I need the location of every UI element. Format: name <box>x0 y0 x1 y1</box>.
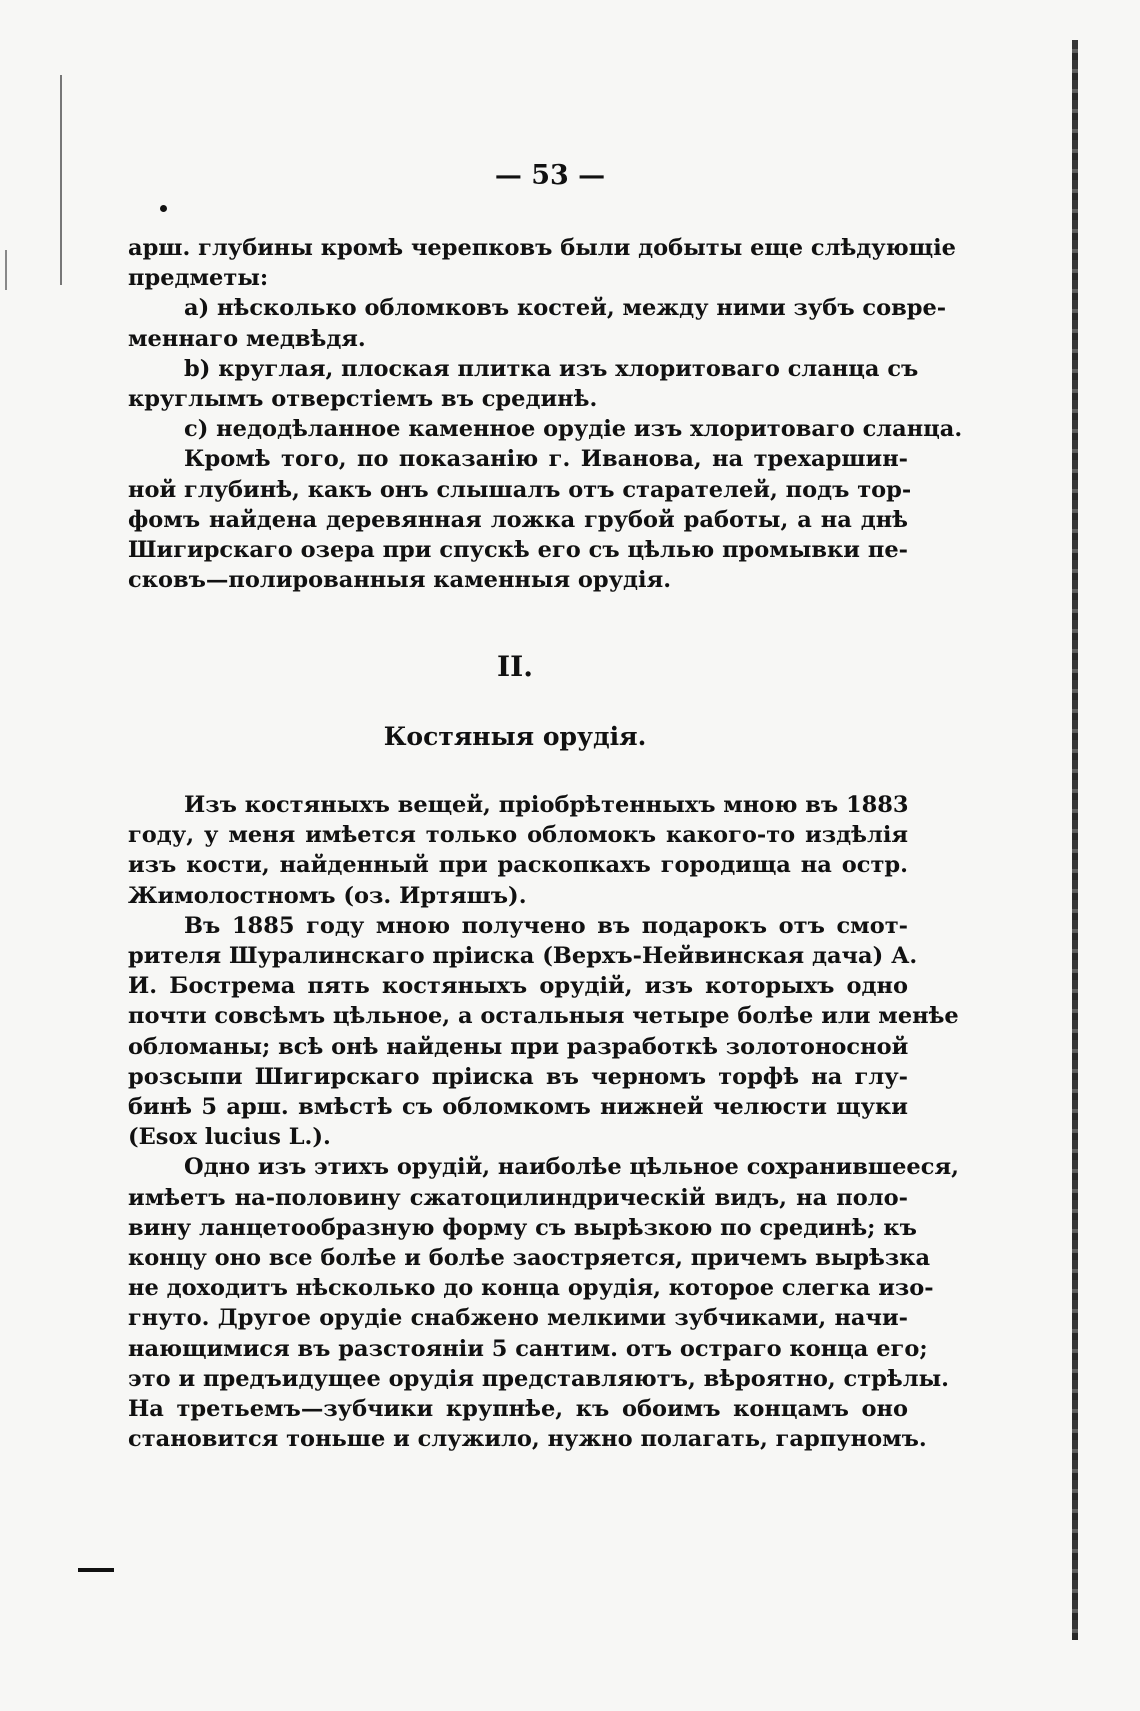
text-line: розсыпи Шигирскаго пріиска въ черномъ торфѣ на глу- <box>128 1063 908 1090</box>
margin-line <box>60 75 62 285</box>
text-line: а) нѣсколько обломковъ костей, между ними зубъ совре- <box>184 295 947 322</box>
text-line: вину ланцетообразную форму съ вырѣзкою по срединѣ; къ <box>128 1214 917 1241</box>
text-line: почти совсѣмъ цѣльное, а остальныя четыре болѣе или менѣе <box>128 1003 959 1030</box>
text-line: И. Бострема пять костяныхъ орудій, изъ которыхъ одно <box>128 973 908 1000</box>
text-line: это и предъидущее орудія представляютъ, вѣроятно, стрѣлы. <box>128 1365 949 1392</box>
text-line: году, у меня имѣется только обломокъ какого-то издѣлія <box>128 822 908 849</box>
text-line: обломаны; всѣ онѣ найдены при разработкѣ золотоносной <box>128 1033 909 1060</box>
section-title: Костяныя орудія. <box>383 722 647 751</box>
text-line: Шигирскаго озера при спускѣ его съ цѣлью промывки пе- <box>128 537 908 564</box>
text-line: арш. глубины кромѣ черепковъ были добыты еще слѣдующіе <box>128 235 956 261</box>
text-line: нающимися въ разстояніи 5 сантим. отъ остраго конца его; <box>128 1335 928 1362</box>
binding-edge <box>1072 40 1078 1640</box>
text-line: Кромѣ того, по показанію г. Иванова, на трехаршин- <box>184 446 908 473</box>
text-line: Одно изъ этихъ орудій, наиболѣе цѣльное сохранившееся, <box>184 1154 959 1181</box>
text-line: Жимолостномъ (оз. Иртяшъ). <box>128 882 527 909</box>
page-number: — 53 — <box>494 160 606 191</box>
text-line: с) недодѣланное каменное орудіе изъ хлоритоваго сланца. <box>184 416 963 443</box>
text-block-top <box>128 233 963 595</box>
text-line: рителя Шуралинскаго пріиска (Верхъ-Нейвинская дача) А. <box>128 943 918 970</box>
text-line: Изъ костяныхъ вещей, пріобрѣтенныхъ мною въ 1883 <box>184 792 909 818</box>
text-line: Въ 1885 году мною получено въ подарокъ отъ смот- <box>184 912 908 939</box>
text-line: бинѣ 5 арш. вмѣстѣ съ обломкомъ нижней челюсти щуки <box>128 1094 908 1121</box>
text-line: круглымъ отверстіемъ въ срединѣ. <box>128 386 598 413</box>
text-line: меннаго медвѣдя. <box>128 325 366 352</box>
text-line: изъ кости, найденный при раскопкахъ городища на остр. <box>128 852 908 879</box>
text-line: предметы: <box>128 265 269 292</box>
text-line: сковъ—полированныя каменныя орудія. <box>128 567 672 594</box>
ink-dash <box>78 1568 114 1572</box>
text-line: фомъ найдена деревянная ложка грубой работы, а на днѣ <box>128 506 908 533</box>
text-line: b) круглая, плоская плитка изъ хлоритоваго сланца съ <box>184 355 919 382</box>
text-line: ной глубинѣ, какъ онъ слышалъ отъ старателей, подъ тор- <box>128 476 912 503</box>
text-block-bottom <box>128 790 959 1454</box>
section-numeral: II. <box>497 650 533 683</box>
text-line: концу оно все болѣе и болѣе заостряется, причемъ вырѣзка <box>128 1245 931 1272</box>
text-line: становится тоньше и служило, нужно полагать, гарпуномъ. <box>128 1426 927 1453</box>
text-line: не доходитъ нѣсколько до конца орудія, которое слегка изо- <box>128 1275 934 1302</box>
text-line: (Esox lucius L.). <box>128 1124 331 1151</box>
ink-dot <box>160 205 167 212</box>
text-line: На третьемъ—зубчики крупнѣе, къ обоимъ концамъ оно <box>128 1396 908 1423</box>
text-line: гнуто. Другое орудіе снабжено мелкими зубчиками, начи- <box>128 1305 908 1332</box>
margin-line <box>5 250 7 290</box>
text-line: имѣетъ на-половину сжатоцилиндрическій видъ, на поло- <box>128 1184 908 1211</box>
